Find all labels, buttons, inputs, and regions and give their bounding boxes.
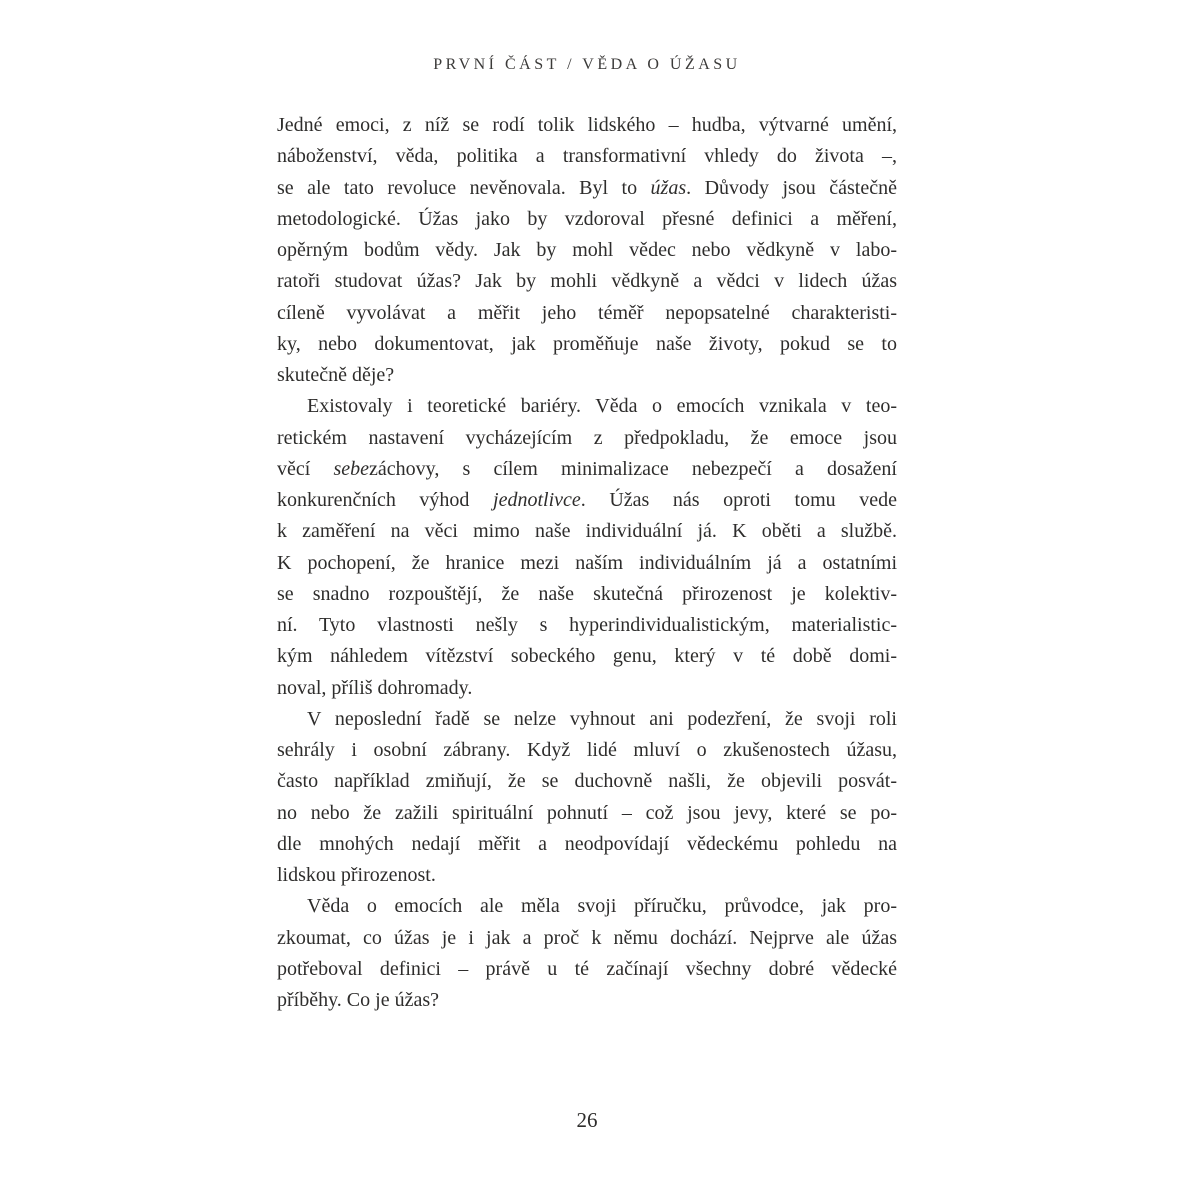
text-segment: ky, nebo dokumentovat, jak proměňuje naše životy, pokud se to [277, 332, 897, 355]
text-segment: Existovaly i teoretické bariéry. Věda o emocích vznikala v teo- [307, 395, 897, 418]
text-segment: retickém nastavení vycházejícím z předpokladu, že emoce jsou [277, 426, 897, 449]
text-line [277, 235, 897, 266]
text-segment: ní. Tyto vlastnosti nešly s hyperindividualistickým, materialistic- [277, 614, 897, 636]
text-line [277, 266, 897, 297]
paragraph [277, 891, 897, 1016]
text-line [277, 641, 897, 672]
italic-text: jednotlivce [493, 489, 581, 511]
text-segment: V neposlední řadě se nelze vyhnout ani podezření, že svoji roli [307, 707, 897, 730]
paragraph [277, 391, 897, 704]
text-segment: no nebo že zažili spirituální pohnutí – což jsou jevy, které se po- [277, 801, 897, 824]
text-line [277, 766, 897, 797]
text-segment: cíleně vyvolávat a měřit jeho téměř nepopsatelné charakteristi- [277, 301, 897, 324]
text-line [277, 391, 897, 422]
text-line [277, 610, 897, 641]
text-segment: často například zmiňují, že se duchovně našli, že objevili posvát- [277, 770, 897, 793]
text-line [277, 829, 897, 860]
text-line [277, 954, 897, 985]
text-line [277, 110, 897, 141]
paragraph [277, 110, 897, 391]
text-line [277, 360, 897, 391]
text-segment: Věda o emocích ale měla svoji příručku, průvodce, jak pro- [307, 895, 897, 918]
text-segment: věcí [277, 457, 334, 480]
body-text [277, 110, 897, 1016]
text-segment: . Důvody jsou částečně [686, 176, 897, 199]
text-segment: noval, příliš dohromady. [277, 676, 473, 699]
text-segment: skutečně děje? [277, 364, 395, 386]
text-line [277, 173, 897, 204]
text-line [277, 485, 897, 516]
text-line [277, 985, 897, 1016]
text-segment: záchovy, s cílem minimalizace nebezpečí a dosažení [369, 457, 897, 480]
text-segment: náboženství, věda, politika a transformativní vhledy do života –, [277, 145, 897, 168]
text-segment: K pochopení, že hranice mezi naším individuálním já a ostatními [277, 551, 897, 574]
text-line [277, 735, 897, 766]
text-line [277, 798, 897, 829]
text-line [277, 298, 897, 329]
text-segment: ratoři studovat úžas? Jak by mohli vědkyně a vědci v lidech úžas [277, 270, 897, 293]
text-segment: Jedné emoci, z níž se rodí tolik lidského – hudba, výtvarné umění, [277, 114, 897, 136]
text-segment: zkoumat, co úžas je i jak a proč k němu dochází. Nejprve ale úžas [277, 926, 897, 949]
text-line [277, 454, 897, 485]
text-segment: se ale tato revoluce nevěnovala. Byl to [277, 176, 651, 199]
text-line [277, 516, 897, 547]
italic-text: úžas [650, 176, 687, 199]
text-segment: příběhy. Co je úžas? [277, 989, 439, 1011]
text-line [277, 423, 897, 454]
text-segment: metodologické. Úžas jako by vzdoroval přesné definici a měření, [277, 207, 897, 230]
text-line [277, 329, 897, 360]
text-line [277, 548, 897, 579]
text-segment: sehrály i osobní zábrany. Když lidé mluví o zkušenostech úžasu, [277, 739, 897, 761]
text-segment: opěrným bodům vědy. Jak by mohl vědec nebo vědkyně v labo- [277, 239, 897, 261]
text-segment: kým náhledem vítězství sobeckého genu, který v té době domi- [277, 645, 897, 668]
text-segment: lidskou přirozenost. [277, 864, 436, 886]
text-line [277, 923, 897, 954]
text-segment: k zaměření na věci mimo naše individuální já. K oběti a službě. [277, 520, 897, 543]
text-segment: konkurenčních výhod [277, 489, 494, 511]
text-line [277, 704, 897, 735]
running-head: PRVNÍ ČÁST / VĚDA O ÚŽASU [433, 56, 741, 73]
text-line [277, 141, 897, 172]
page-number: 26 [576, 1108, 598, 1132]
italic-text: sebe [333, 457, 370, 480]
text-segment: . Úžas nás oproti tomu vede [580, 489, 897, 511]
text-line [277, 204, 897, 235]
text-line [277, 673, 897, 704]
paragraph [277, 704, 897, 892]
text-line [277, 860, 897, 891]
text-segment: dle mnohých nedají měřit a neodpovídají vědeckému pohledu na [277, 832, 897, 855]
text-line [277, 579, 897, 610]
text-segment: se snadno rozpouštějí, že naše skutečná přirozenost je kolektiv- [277, 582, 897, 605]
text-line [277, 891, 897, 922]
text-segment: potřeboval definici – právě u té začínají všechny dobré vědecké [277, 957, 897, 980]
